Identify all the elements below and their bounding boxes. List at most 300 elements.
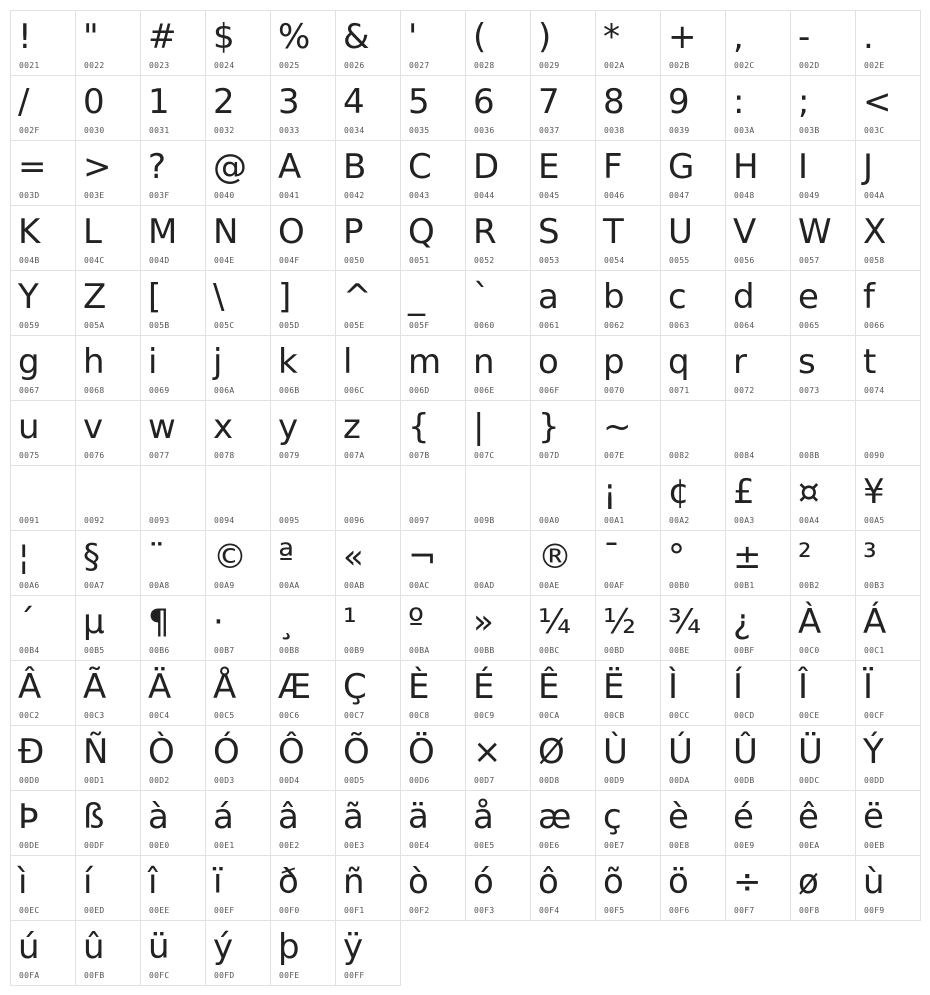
glyph-cell xyxy=(206,336,271,401)
glyph-character: º xyxy=(408,602,425,642)
glyph-codepoint-label: 009B xyxy=(474,516,495,525)
glyph-codepoint-label: 0096 xyxy=(344,516,365,525)
glyph-cell xyxy=(141,206,206,271)
glyph-cell xyxy=(76,726,141,791)
glyph-character: 7 xyxy=(538,82,560,122)
glyph-codepoint-label: 0025 xyxy=(279,61,300,70)
glyph-cell xyxy=(271,661,336,726)
glyph-character: > xyxy=(83,147,112,187)
glyph-character: i xyxy=(148,342,158,382)
glyph-cell xyxy=(856,76,921,141)
glyph-codepoint-label: 00B8 xyxy=(279,646,300,655)
glyph-character: É xyxy=(473,667,495,707)
glyph-cell xyxy=(791,76,856,141)
glyph-codepoint-label: 00A5 xyxy=(864,516,885,525)
glyph-character: ø xyxy=(798,862,819,902)
glyph-codepoint-label: 00AE xyxy=(539,581,560,590)
glyph-character: Ä xyxy=(148,667,172,707)
glyph-cell xyxy=(726,141,791,206)
glyph-character: Ú xyxy=(668,732,693,772)
glyph-cell xyxy=(726,856,791,921)
glyph-character: ¶ xyxy=(148,602,170,642)
glyph-character: ç xyxy=(603,797,622,837)
glyph-character: í xyxy=(83,862,93,902)
glyph-character: ¹ xyxy=(343,602,357,642)
glyph-cell xyxy=(726,271,791,336)
glyph-codepoint-label: 00B4 xyxy=(19,646,40,655)
glyph-character: ° xyxy=(668,537,685,577)
glyph-codepoint-label: 00FA xyxy=(19,971,40,980)
glyph-character: ÷ xyxy=(733,862,762,902)
glyph-cell xyxy=(466,336,531,401)
glyph-character: ¿ xyxy=(733,602,752,642)
glyph-character: u xyxy=(18,407,40,447)
glyph-character: ? xyxy=(148,147,167,187)
glyph-cell xyxy=(726,206,791,271)
glyph-codepoint-label: 00CF xyxy=(864,711,885,720)
glyph-character: © xyxy=(213,537,247,577)
glyph-codepoint-label: 00E2 xyxy=(279,841,300,850)
glyph-cell xyxy=(271,336,336,401)
glyph-codepoint-label: 0043 xyxy=(409,191,430,200)
glyph-cell xyxy=(596,76,661,141)
glyph-character: ¦ xyxy=(18,537,30,577)
glyph-cell xyxy=(141,76,206,141)
glyph-codepoint-label: 0056 xyxy=(734,256,755,265)
glyph-codepoint-label: 00A0 xyxy=(539,516,560,525)
glyph-codepoint-label: 00AB xyxy=(344,581,365,590)
glyph-cell xyxy=(466,856,531,921)
glyph-character: 1 xyxy=(148,82,170,122)
glyph-cell xyxy=(141,141,206,206)
glyph-codepoint-label: 00E0 xyxy=(149,841,170,850)
glyph-character: { xyxy=(408,407,430,447)
glyph-character: 8 xyxy=(603,82,625,122)
glyph-cell xyxy=(141,466,206,531)
glyph-cell xyxy=(791,531,856,596)
glyph-cell xyxy=(271,791,336,856)
glyph-cell xyxy=(141,401,206,466)
glyph-codepoint-label: 00D3 xyxy=(214,776,235,785)
glyph-codepoint-label: 0069 xyxy=(149,386,170,395)
glyph-codepoint-label: 002C xyxy=(734,61,755,70)
glyph-codepoint-label: 00C4 xyxy=(149,711,170,720)
glyph-character: Ø xyxy=(538,732,565,772)
glyph-codepoint-label: 005B xyxy=(149,321,170,330)
glyph-character: ú xyxy=(18,927,40,967)
glyph-cell xyxy=(206,141,271,206)
glyph-codepoint-label: 0055 xyxy=(669,256,690,265)
glyph-codepoint-label: 0035 xyxy=(409,126,430,135)
glyph-codepoint-label: 0029 xyxy=(539,61,560,70)
glyph-codepoint-label: 00E4 xyxy=(409,841,430,850)
glyph-cell xyxy=(726,791,791,856)
glyph-codepoint-label: 00BE xyxy=(669,646,690,655)
glyph-character: p xyxy=(603,342,625,382)
glyph-cell xyxy=(336,661,401,726)
glyph-character: l xyxy=(343,342,353,382)
glyph-codepoint-label: 0054 xyxy=(604,256,625,265)
glyph-codepoint-label: 00B9 xyxy=(344,646,365,655)
glyph-cell xyxy=(336,791,401,856)
glyph-character: ¡ xyxy=(603,472,617,512)
glyph-character: ¥ xyxy=(863,472,885,512)
glyph-cell xyxy=(661,271,726,336)
glyph-codepoint-label: 00CD xyxy=(734,711,755,720)
glyph-cell xyxy=(466,531,531,596)
glyph-cell xyxy=(271,141,336,206)
glyph-character: s xyxy=(798,342,816,382)
glyph-character: ù xyxy=(863,862,885,902)
glyph-cell xyxy=(11,11,76,76)
glyph-character: L xyxy=(83,212,102,252)
glyph-cell xyxy=(401,726,466,791)
glyph-character: \ xyxy=(213,277,225,317)
glyph-codepoint-label: 006A xyxy=(214,386,235,395)
glyph-codepoint-label: 0063 xyxy=(669,321,690,330)
glyph-character: Ë xyxy=(603,667,625,707)
glyph-codepoint-label: 00AF xyxy=(604,581,625,590)
glyph-codepoint-label: 007E xyxy=(604,451,625,460)
glyph-cell xyxy=(76,466,141,531)
glyph-codepoint-label: 0049 xyxy=(799,191,820,200)
glyph-character: } xyxy=(538,407,560,447)
glyph-cell xyxy=(856,856,921,921)
glyph-character: C xyxy=(408,147,432,187)
glyph-codepoint-label: 00AD xyxy=(474,581,495,590)
glyph-cell xyxy=(206,596,271,661)
glyph-cell xyxy=(661,661,726,726)
glyph-codepoint-label: 00FB xyxy=(84,971,105,980)
glyph-character: Ü xyxy=(798,732,823,772)
glyph-codepoint-label: 0037 xyxy=(539,126,560,135)
glyph-character: õ xyxy=(603,862,624,902)
glyph-character: Ö xyxy=(408,732,435,772)
glyph-character: Ù xyxy=(603,732,628,772)
glyph-codepoint-label: 0076 xyxy=(84,451,105,460)
glyph-codepoint-label: 00B6 xyxy=(149,646,170,655)
glyph-cell xyxy=(76,661,141,726)
glyph-cell xyxy=(661,76,726,141)
glyph-codepoint-label: 00E8 xyxy=(669,841,690,850)
glyph-character: N xyxy=(213,212,239,252)
glyph-character: 6 xyxy=(473,82,495,122)
glyph-character: Â xyxy=(18,667,42,707)
glyph-character: J xyxy=(863,147,874,187)
glyph-codepoint-label: 00C9 xyxy=(474,711,495,720)
glyph-codepoint-label: 006E xyxy=(474,386,495,395)
glyph-codepoint-label: 005F xyxy=(409,321,430,330)
glyph-codepoint-label: 004F xyxy=(279,256,300,265)
glyph-codepoint-label: 00C8 xyxy=(409,711,430,720)
glyph-codepoint-label: 004E xyxy=(214,256,235,265)
glyph-cell xyxy=(141,791,206,856)
glyph-cell xyxy=(206,856,271,921)
glyph-character: * xyxy=(603,17,620,57)
glyph-cell xyxy=(856,531,921,596)
glyph-character: þ xyxy=(278,927,300,967)
glyph-character: 9 xyxy=(668,82,690,122)
glyph-character: ¼ xyxy=(538,602,571,642)
glyph-codepoint-label: 003A xyxy=(734,126,755,135)
glyph-character: x xyxy=(213,407,234,447)
glyph-codepoint-label: 00C1 xyxy=(864,646,885,655)
glyph-codepoint-label: 00E7 xyxy=(604,841,625,850)
glyph-character: æ xyxy=(538,797,572,837)
glyph-character: µ xyxy=(83,602,105,642)
glyph-cell xyxy=(401,661,466,726)
glyph-character: d xyxy=(733,277,755,317)
glyph-cell xyxy=(856,466,921,531)
glyph-character: À xyxy=(798,602,822,642)
glyph-codepoint-label: 00C6 xyxy=(279,711,300,720)
glyph-character: ± xyxy=(733,537,762,577)
glyph-cell xyxy=(76,791,141,856)
glyph-codepoint-label: 0033 xyxy=(279,126,300,135)
glyph-character: % xyxy=(278,17,311,57)
glyph-character: - xyxy=(798,17,811,57)
glyph-codepoint-label: 00BB xyxy=(474,646,495,655)
glyph-cell xyxy=(661,336,726,401)
glyph-codepoint-label: 00A1 xyxy=(604,516,625,525)
glyph-cell xyxy=(661,206,726,271)
glyph-codepoint-label: 002D xyxy=(799,61,820,70)
glyph-cell xyxy=(596,11,661,76)
glyph-cell xyxy=(76,401,141,466)
glyph-character: O xyxy=(278,212,305,252)
glyph-cell xyxy=(791,596,856,661)
glyph-codepoint-label: 0036 xyxy=(474,126,495,135)
glyph-cell xyxy=(661,726,726,791)
glyph-character: ½ xyxy=(603,602,636,642)
glyph-codepoint-label: 0064 xyxy=(734,321,755,330)
glyph-character: I xyxy=(798,147,809,187)
glyph-codepoint-label: 00A9 xyxy=(214,581,235,590)
glyph-codepoint-label: 0066 xyxy=(864,321,885,330)
glyph-character: û xyxy=(83,927,105,967)
glyph-codepoint-label: 0095 xyxy=(279,516,300,525)
glyph-character: ¬ xyxy=(408,537,437,577)
glyph-character: á xyxy=(213,797,234,837)
glyph-codepoint-label: 0031 xyxy=(149,126,170,135)
glyph-character: Û xyxy=(733,732,758,772)
glyph-codepoint-label: 006C xyxy=(344,386,365,395)
glyph-character: / xyxy=(18,82,30,122)
glyph-character: 3 xyxy=(278,82,300,122)
glyph-character: ò xyxy=(408,862,429,902)
glyph-character: » xyxy=(473,602,494,642)
glyph-codepoint-label: 00FD xyxy=(214,971,235,980)
glyph-codepoint-label: 004B xyxy=(19,256,40,265)
glyph-codepoint-label: 00CE xyxy=(799,711,820,720)
glyph-cell xyxy=(726,11,791,76)
glyph-character: · xyxy=(213,602,224,642)
glyph-codepoint-label: 00F7 xyxy=(734,906,755,915)
glyph-cell xyxy=(856,791,921,856)
glyph-codepoint-label: 00DB xyxy=(734,776,755,785)
glyph-cell xyxy=(206,11,271,76)
glyph-cell xyxy=(791,856,856,921)
glyph-character: ß xyxy=(83,797,105,837)
glyph-cell xyxy=(336,726,401,791)
glyph-codepoint-label: 0090 xyxy=(864,451,885,460)
glyph-character: ü xyxy=(148,927,170,967)
glyph-codepoint-label: 0091 xyxy=(19,516,40,525)
glyph-character: Å xyxy=(213,667,237,707)
glyph-character: 4 xyxy=(343,82,365,122)
glyph-codepoint-label: 00D8 xyxy=(539,776,560,785)
glyph-codepoint-label: 0072 xyxy=(734,386,755,395)
glyph-cell xyxy=(596,466,661,531)
glyph-character: ¢ xyxy=(668,472,690,512)
glyph-codepoint-label: 004C xyxy=(84,256,105,265)
glyph-cell xyxy=(336,271,401,336)
glyph-cell xyxy=(206,271,271,336)
glyph-cell xyxy=(76,921,141,986)
glyph-character: R xyxy=(473,212,497,252)
glyph-cell xyxy=(401,531,466,596)
glyph-codepoint-label: 00EA xyxy=(799,841,820,850)
glyph-character: ¯ xyxy=(603,537,620,577)
glyph-cell xyxy=(466,661,531,726)
glyph-character: Ó xyxy=(213,732,240,772)
glyph-codepoint-label: 0094 xyxy=(214,516,235,525)
glyph-codepoint-label: 0060 xyxy=(474,321,495,330)
glyph-codepoint-label: 003B xyxy=(799,126,820,135)
glyph-cell xyxy=(76,531,141,596)
glyph-cell xyxy=(856,726,921,791)
glyph-character: î xyxy=(148,862,158,902)
glyph-cell xyxy=(531,401,596,466)
glyph-codepoint-label: 0048 xyxy=(734,191,755,200)
glyph-character: Ê xyxy=(538,667,560,707)
glyph-codepoint-label: 005C xyxy=(214,321,235,330)
glyph-codepoint-label: 00C2 xyxy=(19,711,40,720)
glyph-cell xyxy=(466,726,531,791)
glyph-codepoint-label: 00F9 xyxy=(864,906,885,915)
glyph-cell xyxy=(791,661,856,726)
glyph-character: g xyxy=(18,342,40,382)
glyph-character: ³ xyxy=(863,537,877,577)
glyph-character: Ç xyxy=(343,667,367,707)
glyph-codepoint-label: 00EE xyxy=(149,906,170,915)
glyph-codepoint-label: 00E5 xyxy=(474,841,495,850)
glyph-codepoint-label: 005D xyxy=(279,321,300,330)
glyph-codepoint-label: 006D xyxy=(409,386,430,395)
glyph-codepoint-label: 003D xyxy=(19,191,40,200)
glyph-cell xyxy=(531,466,596,531)
glyph-character: Y xyxy=(18,277,39,317)
glyph-character: r xyxy=(733,342,747,382)
glyph-codepoint-label: 00EC xyxy=(19,906,40,915)
glyph-character: H xyxy=(733,147,759,187)
glyph-character: _ xyxy=(408,277,425,317)
glyph-codepoint-label: 00D1 xyxy=(84,776,105,785)
glyph-character: ð xyxy=(278,862,299,902)
glyph-character: + xyxy=(668,17,697,57)
glyph-cell xyxy=(271,921,336,986)
glyph-cell xyxy=(791,791,856,856)
glyph-cell xyxy=(401,206,466,271)
glyph-character: 2 xyxy=(213,82,235,122)
glyph-cell xyxy=(661,531,726,596)
glyph-cell xyxy=(11,141,76,206)
glyph-cell xyxy=(531,856,596,921)
glyph-character: 5 xyxy=(408,82,430,122)
glyph-codepoint-label: 00BC xyxy=(539,646,560,655)
glyph-cell xyxy=(141,921,206,986)
glyph-character: ê xyxy=(798,797,819,837)
glyph-codepoint-label: 00EF xyxy=(214,906,235,915)
glyph-codepoint-label: 00C0 xyxy=(799,646,820,655)
glyph-codepoint-label: 002F xyxy=(19,126,40,135)
glyph-cell xyxy=(791,271,856,336)
glyph-character: D xyxy=(473,147,500,187)
glyph-cell xyxy=(206,466,271,531)
glyph-codepoint-label: 0062 xyxy=(604,321,625,330)
glyph-codepoint-label: 00B0 xyxy=(669,581,690,590)
glyph-character: ÿ xyxy=(343,927,364,967)
glyph-cell xyxy=(596,661,661,726)
glyph-codepoint-label: 0023 xyxy=(149,61,170,70)
glyph-codepoint-label: 008B xyxy=(799,451,820,460)
glyph-character: M xyxy=(148,212,178,252)
glyph-codepoint-label: 0074 xyxy=(864,386,885,395)
glyph-cell xyxy=(531,11,596,76)
glyph-codepoint-label: 0092 xyxy=(84,516,105,525)
glyph-codepoint-label: 002A xyxy=(604,61,625,70)
glyph-character: : xyxy=(733,82,745,122)
glyph-cell xyxy=(11,921,76,986)
glyph-codepoint-label: 007C xyxy=(474,451,495,460)
glyph-cell xyxy=(531,141,596,206)
glyph-cell xyxy=(336,336,401,401)
glyph-character: ) xyxy=(538,17,552,57)
glyph-codepoint-label: 00E9 xyxy=(734,841,755,850)
glyph-codepoint-label: 00CB xyxy=(604,711,625,720)
glyph-cell xyxy=(401,271,466,336)
glyph-character: f xyxy=(863,277,875,317)
glyph-cell xyxy=(791,141,856,206)
glyph-codepoint-label: 0093 xyxy=(149,516,170,525)
glyph-character: m xyxy=(408,342,442,382)
glyph-cell xyxy=(206,401,271,466)
glyph-codepoint-label: 00B3 xyxy=(864,581,885,590)
glyph-cell xyxy=(596,141,661,206)
glyph-codepoint-label: 00BA xyxy=(409,646,430,655)
glyph-cell xyxy=(76,596,141,661)
glyph-character: Î xyxy=(798,667,809,707)
glyph-codepoint-label: 0052 xyxy=(474,256,495,265)
glyph-character: § xyxy=(83,537,100,577)
glyph-codepoint-label: 0058 xyxy=(864,256,885,265)
glyph-cell xyxy=(596,726,661,791)
glyph-character: « xyxy=(343,537,364,577)
glyph-cell xyxy=(11,76,76,141)
glyph-character: ' xyxy=(408,17,418,57)
glyph-character: Ò xyxy=(148,732,175,772)
glyph-character: T xyxy=(603,212,624,252)
glyph-character: ( xyxy=(473,17,487,57)
glyph-cell xyxy=(336,206,401,271)
glyph-codepoint-label: 005A xyxy=(84,321,105,330)
glyph-cell xyxy=(11,661,76,726)
glyph-codepoint-label: 0046 xyxy=(604,191,625,200)
glyph-character: ¤ xyxy=(798,472,820,512)
glyph-codepoint-label: 0028 xyxy=(474,61,495,70)
glyph-character: ä xyxy=(408,797,429,837)
glyph-codepoint-label: 00F0 xyxy=(279,906,300,915)
